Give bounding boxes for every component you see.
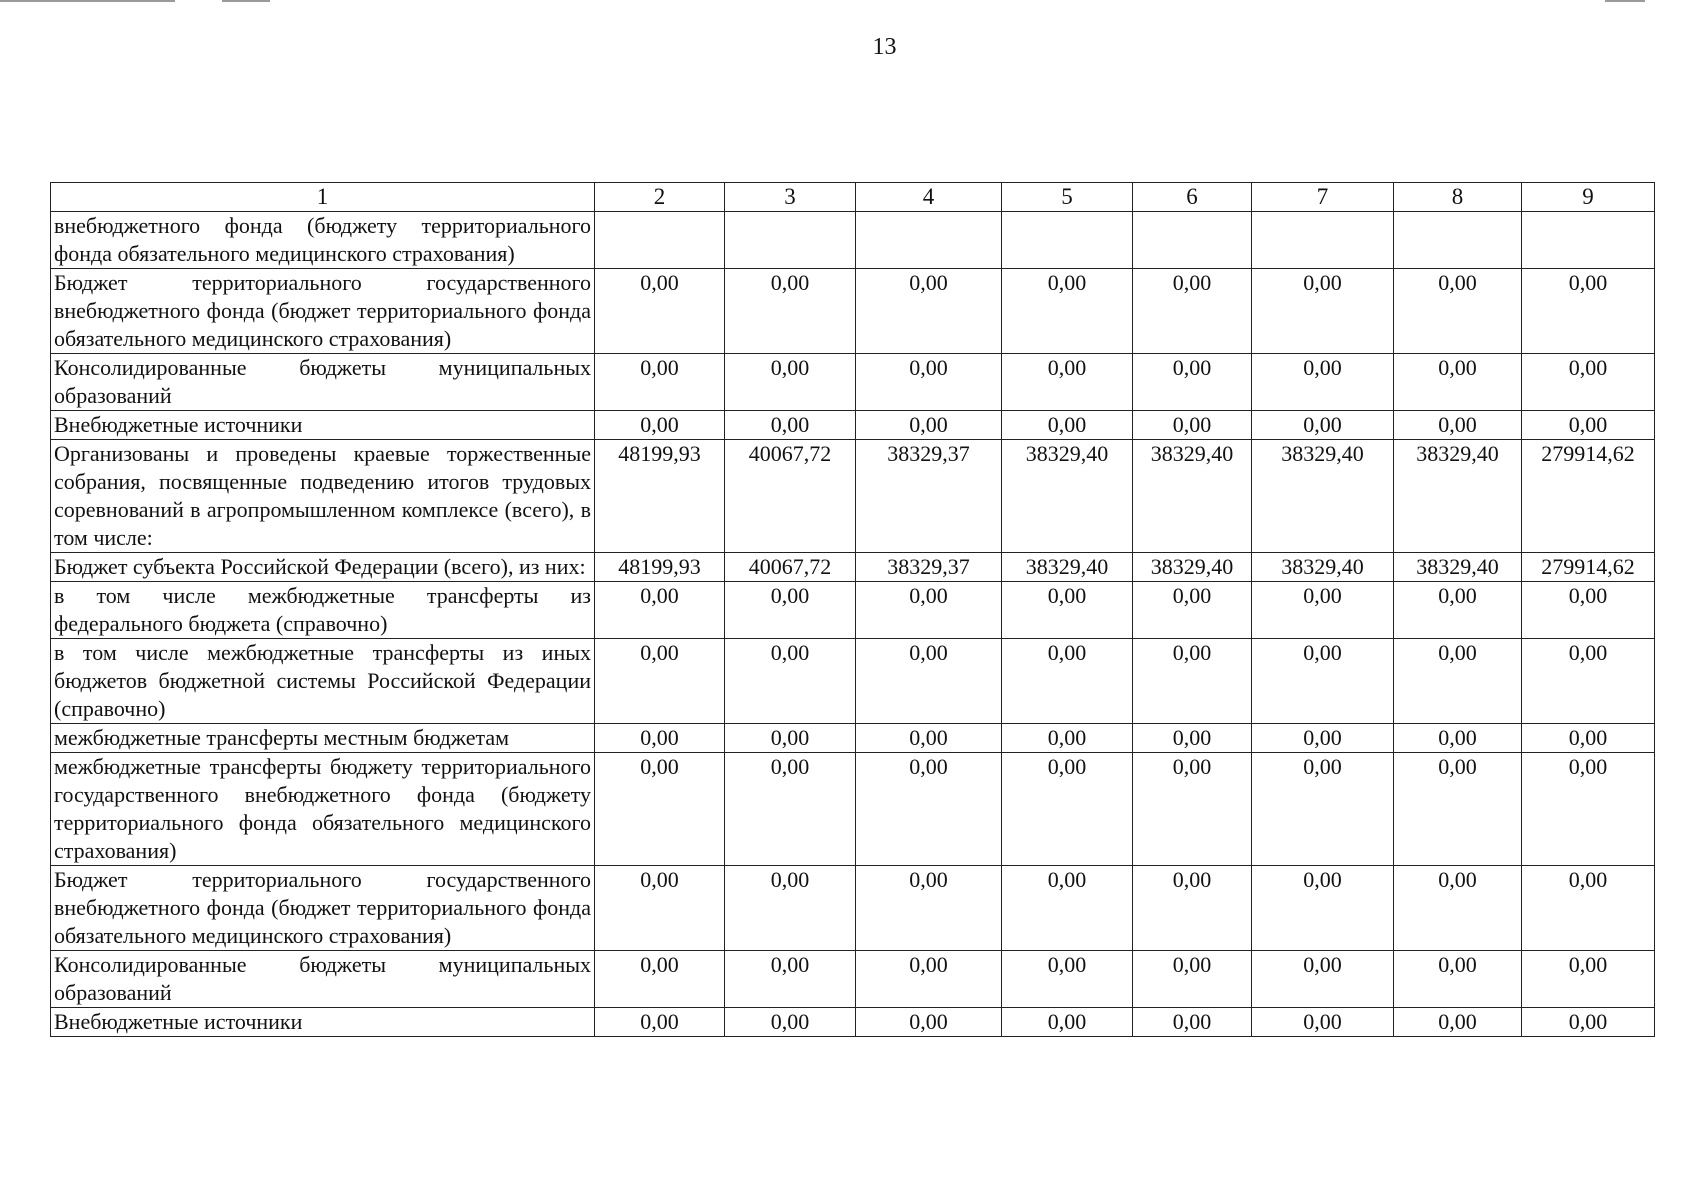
top-rule-middle — [222, 0, 270, 2]
table-row — [51, 553, 1655, 582]
column-header: 7 — [1252, 183, 1394, 212]
column-header: 8 — [1394, 183, 1522, 212]
budget-table — [50, 182, 1655, 1037]
value-cell: 38329,40 — [1133, 440, 1252, 553]
value-cell: 0,00 — [1002, 753, 1133, 866]
row-label: Бюджет территориального государственного внебюджетного фонда (бюджет территориального фонда обязательного медицинского страхования) — [51, 269, 595, 354]
value-cell: 0,00 — [1252, 354, 1394, 411]
value-cell: 0,00 — [1522, 753, 1655, 866]
table-row — [51, 440, 1655, 553]
top-rule-right — [1605, 0, 1645, 2]
value-cell: 0,00 — [856, 724, 1002, 753]
value-cell: 0,00 — [1002, 354, 1133, 411]
value-cell: 0,00 — [1252, 724, 1394, 753]
value-cell: 0,00 — [1002, 866, 1133, 951]
value-cell: 0,00 — [1252, 582, 1394, 639]
value-cell: 0,00 — [856, 753, 1002, 866]
value-cell: 38329,40 — [1002, 440, 1133, 553]
value-cell: 0,00 — [595, 269, 725, 354]
value-cell: 0,00 — [1522, 639, 1655, 724]
value-cell: 0,00 — [856, 639, 1002, 724]
row-label: межбюджетные трансферты бюджету территориального государственного внебюджетного фонда (бюджету территориального фонда обязательного медицинского страхования) — [51, 753, 595, 866]
row-label: Внебюджетные источники — [51, 411, 595, 440]
value-cell: 0,00 — [595, 1008, 725, 1037]
value-cell: 40067,72 — [725, 553, 856, 582]
value-cell: 0,00 — [1252, 753, 1394, 866]
value-cell — [856, 212, 1002, 269]
value-cell: 0,00 — [595, 951, 725, 1008]
value-cell: 0,00 — [1002, 639, 1133, 724]
row-label: в том числе межбюджетные трансферты из иных бюджетов бюджетной системы Российской Федерации (справочно) — [51, 639, 595, 724]
column-header: 6 — [1133, 183, 1252, 212]
value-cell: 0,00 — [1252, 269, 1394, 354]
value-cell: 0,00 — [1394, 354, 1522, 411]
value-cell — [1252, 212, 1394, 269]
value-cell — [725, 212, 856, 269]
header-row — [51, 183, 1655, 212]
row-label: в том числе межбюджетные трансферты из федерального бюджета (справочно) — [51, 582, 595, 639]
table-row — [51, 354, 1655, 411]
table-row — [51, 1008, 1655, 1037]
value-cell: 0,00 — [1133, 269, 1252, 354]
value-cell: 0,00 — [856, 951, 1002, 1008]
row-label: Консолидированные бюджеты муниципальных образований — [51, 354, 595, 411]
value-cell: 38329,40 — [1394, 553, 1522, 582]
value-cell: 40067,72 — [725, 440, 856, 553]
value-cell: 0,00 — [725, 354, 856, 411]
row-label: Внебюджетные источники — [51, 1008, 595, 1037]
value-cell: 0,00 — [1394, 1008, 1522, 1037]
value-cell: 38329,40 — [1252, 553, 1394, 582]
value-cell: 0,00 — [725, 582, 856, 639]
column-header: 1 — [51, 183, 595, 212]
value-cell: 0,00 — [725, 269, 856, 354]
column-header: 2 — [595, 183, 725, 212]
value-cell: 0,00 — [725, 753, 856, 866]
value-cell: 38329,37 — [856, 440, 1002, 553]
value-cell: 0,00 — [856, 411, 1002, 440]
value-cell: 38329,40 — [1002, 553, 1133, 582]
value-cell: 0,00 — [1522, 354, 1655, 411]
value-cell: 0,00 — [595, 866, 725, 951]
column-header: 3 — [725, 183, 856, 212]
page-number: 13 — [872, 34, 897, 60]
value-cell: 0,00 — [1133, 753, 1252, 866]
value-cell — [1522, 212, 1655, 269]
value-cell: 0,00 — [1522, 411, 1655, 440]
value-cell: 0,00 — [1002, 951, 1133, 1008]
table-row — [51, 639, 1655, 724]
top-rule-left — [0, 0, 175, 2]
value-cell: 0,00 — [725, 411, 856, 440]
value-cell: 0,00 — [1002, 724, 1133, 753]
row-label: Бюджет субъекта Российской Федерации (всего), из них: — [51, 553, 595, 582]
value-cell: 0,00 — [856, 582, 1002, 639]
value-cell: 0,00 — [1252, 411, 1394, 440]
row-label: межбюджетные трансферты местным бюджетам — [51, 724, 595, 753]
value-cell: 0,00 — [1522, 951, 1655, 1008]
value-cell: 0,00 — [1133, 724, 1252, 753]
table-body — [51, 212, 1655, 1037]
value-cell — [1133, 212, 1252, 269]
value-cell: 0,00 — [856, 354, 1002, 411]
table-row — [51, 951, 1655, 1008]
value-cell: 0,00 — [1394, 269, 1522, 354]
value-cell: 0,00 — [1133, 639, 1252, 724]
value-cell: 0,00 — [1252, 866, 1394, 951]
value-cell: 0,00 — [1394, 411, 1522, 440]
value-cell: 0,00 — [1522, 724, 1655, 753]
value-cell: 0,00 — [856, 1008, 1002, 1037]
value-cell: 0,00 — [1394, 753, 1522, 866]
value-cell: 0,00 — [1002, 1008, 1133, 1037]
row-label: Консолидированные бюджеты муниципальных образований — [51, 951, 595, 1008]
value-cell: 38329,40 — [1252, 440, 1394, 553]
value-cell: 0,00 — [595, 411, 725, 440]
value-cell: 0,00 — [1002, 411, 1133, 440]
value-cell — [1394, 212, 1522, 269]
value-cell: 0,00 — [725, 951, 856, 1008]
value-cell: 0,00 — [1133, 1008, 1252, 1037]
value-cell: 48199,93 — [595, 440, 725, 553]
value-cell: 0,00 — [595, 639, 725, 724]
table-row — [51, 411, 1655, 440]
value-cell: 0,00 — [595, 582, 725, 639]
value-cell: 0,00 — [595, 724, 725, 753]
value-cell: 48199,93 — [595, 553, 725, 582]
table-row — [51, 212, 1655, 269]
table-row — [51, 866, 1655, 951]
table-row — [51, 269, 1655, 354]
value-cell: 279914,62 — [1522, 440, 1655, 553]
value-cell: 0,00 — [1522, 866, 1655, 951]
value-cell: 0,00 — [1522, 582, 1655, 639]
table-row — [51, 582, 1655, 639]
value-cell: 38329,40 — [1394, 440, 1522, 553]
row-label: Организованы и проведены краевые торжественные собрания, посвященные подведению итогов трудовых соревнований в агропромышленном комплексе (всего), в том числе: — [51, 440, 595, 553]
row-label: Бюджет территориального государственного внебюджетного фонда (бюджет территориального фонда обязательного медицинского страхования) — [51, 866, 595, 951]
value-cell: 0,00 — [1394, 582, 1522, 639]
value-cell: 0,00 — [1252, 951, 1394, 1008]
value-cell: 0,00 — [1133, 582, 1252, 639]
value-cell: 0,00 — [725, 724, 856, 753]
column-header: 9 — [1522, 183, 1655, 212]
value-cell: 0,00 — [1002, 582, 1133, 639]
value-cell: 0,00 — [1394, 724, 1522, 753]
value-cell: 0,00 — [725, 639, 856, 724]
value-cell: 0,00 — [1252, 639, 1394, 724]
row-label: внебюджетного фонда (бюджету территориального фонда обязательного медицинского страхования) — [51, 212, 595, 269]
column-header: 4 — [856, 183, 1002, 212]
value-cell: 0,00 — [1133, 951, 1252, 1008]
value-cell: 0,00 — [1394, 951, 1522, 1008]
value-cell: 0,00 — [856, 866, 1002, 951]
value-cell: 0,00 — [1133, 411, 1252, 440]
value-cell: 0,00 — [1002, 269, 1133, 354]
value-cell: 0,00 — [725, 866, 856, 951]
value-cell: 0,00 — [1522, 269, 1655, 354]
value-cell — [1002, 212, 1133, 269]
table-row — [51, 753, 1655, 866]
column-header: 5 — [1002, 183, 1133, 212]
value-cell: 0,00 — [1133, 354, 1252, 411]
value-cell: 0,00 — [595, 753, 725, 866]
value-cell: 279914,62 — [1522, 553, 1655, 582]
value-cell: 0,00 — [1522, 1008, 1655, 1037]
value-cell: 38329,37 — [856, 553, 1002, 582]
value-cell: 38329,40 — [1133, 553, 1252, 582]
value-cell — [595, 212, 725, 269]
value-cell: 0,00 — [1394, 866, 1522, 951]
value-cell: 0,00 — [1394, 639, 1522, 724]
value-cell: 0,00 — [1133, 866, 1252, 951]
value-cell: 0,00 — [595, 354, 725, 411]
value-cell: 0,00 — [1252, 1008, 1394, 1037]
value-cell: 0,00 — [856, 269, 1002, 354]
value-cell: 0,00 — [725, 1008, 856, 1037]
table-row — [51, 724, 1655, 753]
